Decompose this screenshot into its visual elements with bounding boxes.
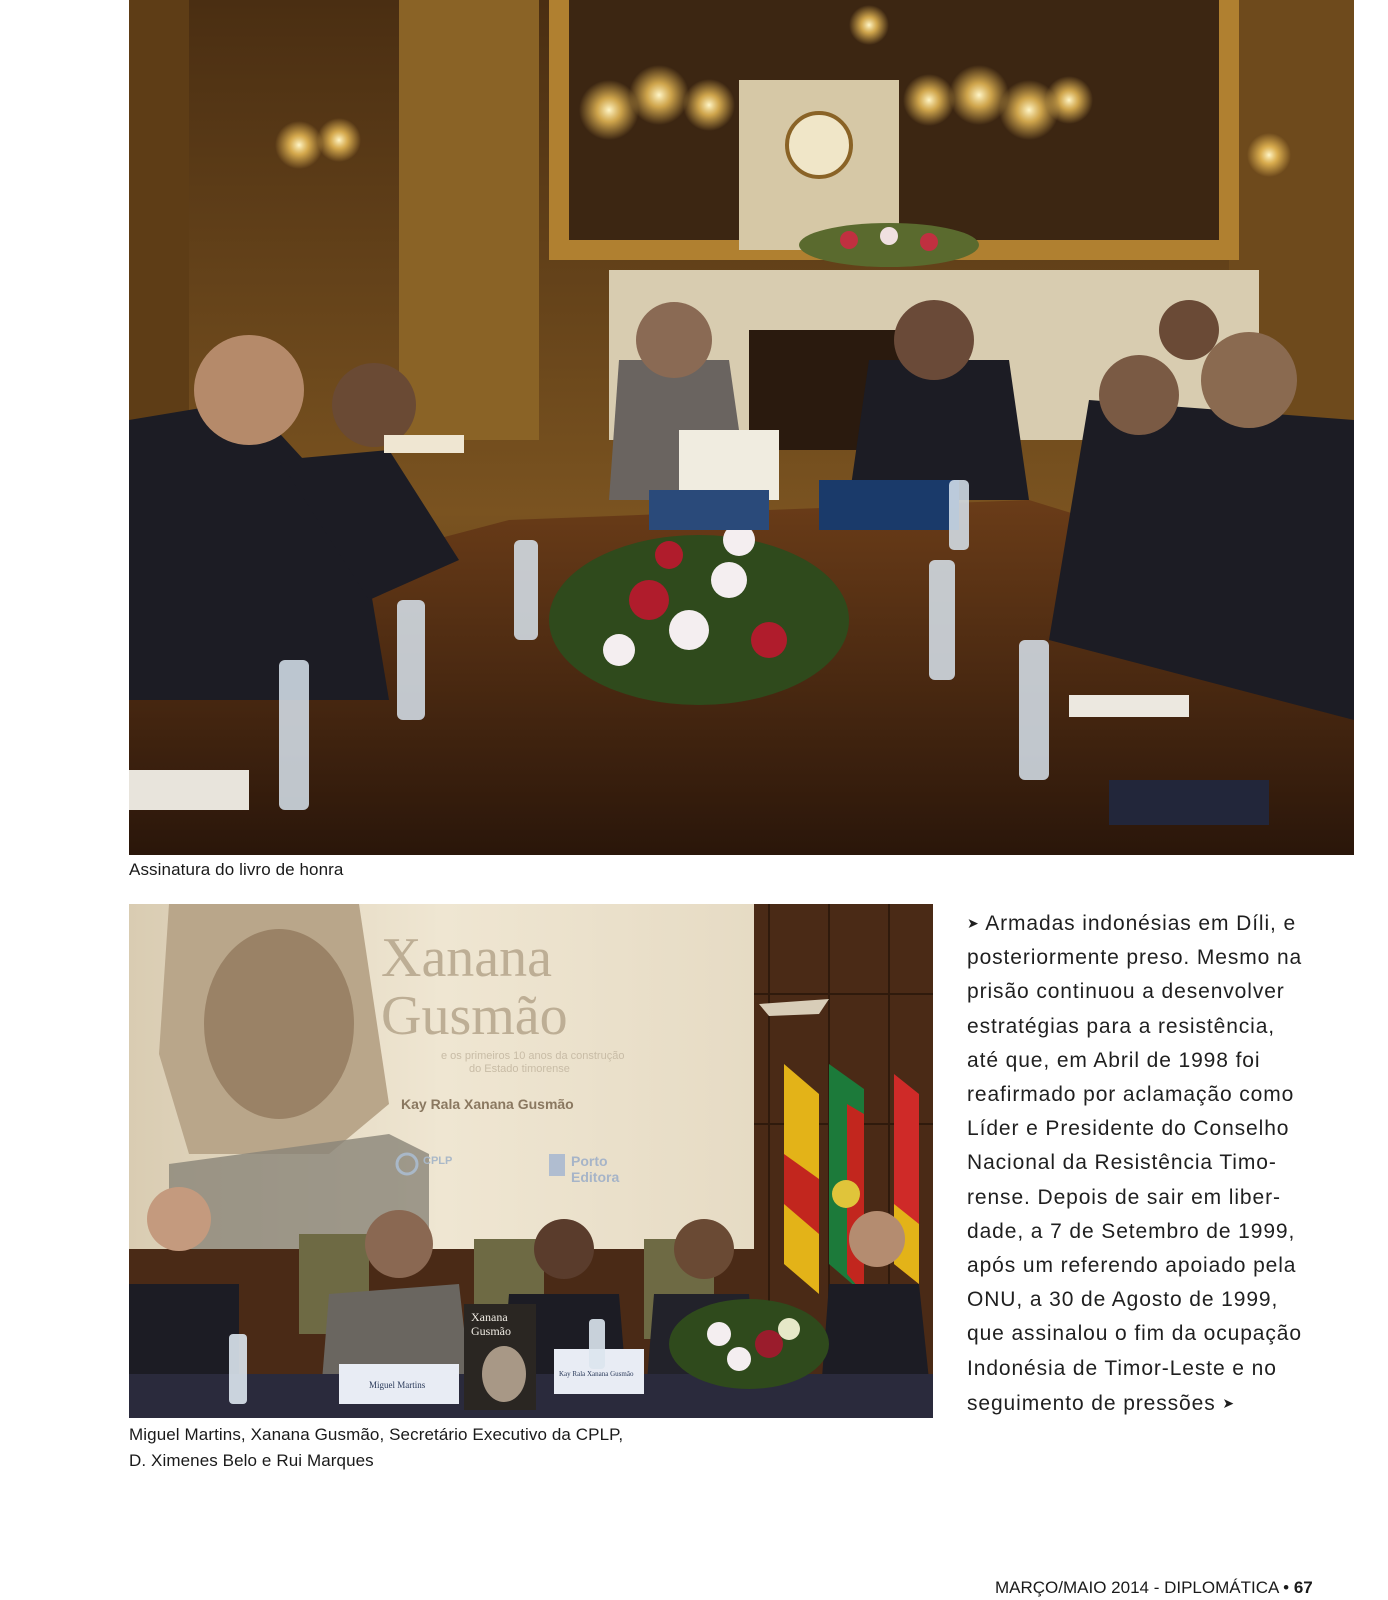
clock-icon — [787, 113, 851, 177]
page-number: 67 — [1293, 1578, 1313, 1597]
article-line: rense. Depois de sair em liber- — [967, 1185, 1281, 1209]
article-line: reafirmado por aclamação como — [967, 1083, 1295, 1107]
guest-book — [679, 430, 779, 500]
article-line: ➤ Armadas indonésias em Díli, e — [967, 912, 1297, 935]
page-footer — [995, 1578, 1313, 1598]
screen-logo-porto-line2: Editora — [571, 1169, 620, 1185]
article-line: Indonésia de Timor-Leste e no — [967, 1356, 1277, 1380]
table-flowers — [669, 1299, 829, 1389]
caption-bottom-line2: D. Ximenes Belo e Rui Marques — [129, 1451, 374, 1470]
screen-author: Kay Rala Xanana Gusmão — [401, 1096, 574, 1112]
nameplate-miguel-text: Miguel Martins — [369, 1380, 426, 1390]
article-line: Líder e Presidente do Conselho — [967, 1117, 1290, 1141]
screen-title-line2: Gusmão — [381, 985, 568, 1047]
screen-logo-cplp: CPLP — [423, 1155, 453, 1167]
continue-arrow-icon: ➤ — [967, 915, 980, 931]
nameplate-xanana-text: Kay Rala Xanana Gusmão — [559, 1370, 634, 1378]
caption-top: Assinatura do livro de honra — [129, 860, 344, 879]
porto-editora-logo-icon — [549, 1154, 565, 1176]
article-line: seguimento de pressões ➤ — [967, 1391, 1235, 1415]
book-cover — [464, 1304, 536, 1410]
caption-bottom-line1: Miguel Martins, Xanana Gusmão, Secretário Executivo da CPLP, — [129, 1425, 624, 1444]
article-line: prisão continuou a desenvolver — [967, 980, 1285, 1004]
nameplate-cplp — [819, 480, 959, 530]
photo-book-launch — [129, 904, 933, 1418]
article-line: que assinalou o fim da ocupação — [967, 1322, 1302, 1346]
book-title-line2: Gusmão — [471, 1324, 511, 1338]
continue-arrow-icon: ➤ — [1222, 1394, 1235, 1411]
footer-publication: MARÇO/MAIO 2014 - DIPLOMÁTICA — [995, 1578, 1279, 1597]
flags — [784, 1064, 919, 1294]
signing-room-illustration — [129, 0, 1354, 855]
screen-subtitle-line2: do Estado timorense — [469, 1063, 570, 1075]
screen-logo-porto-line1: Porto — [571, 1153, 608, 1169]
reserved-card — [384, 435, 464, 453]
article-line: após um referendo apoiado pela — [967, 1254, 1297, 1278]
nameplate-pm — [649, 490, 769, 530]
article-line: ONU, a 30 de Agosto de 1999, — [967, 1288, 1279, 1312]
article-column — [967, 906, 1362, 1421]
article-line: até que, em Abril de 1998 foi — [967, 1048, 1261, 1072]
article-line: posteriormente preso. Mesmo na — [967, 946, 1303, 970]
footer-bullet: • — [1283, 1578, 1290, 1597]
book-launch-illustration — [129, 904, 933, 1418]
screen-title-line1: Xanana — [381, 927, 553, 989]
article-line: estratégias para a resistência, — [967, 1014, 1276, 1038]
article-line: dade, a 7 de Setembro de 1999, — [967, 1219, 1296, 1243]
screen-subtitle-line1: e os primeiros 10 anos da construção — [441, 1050, 625, 1062]
book-title-line1: Xanana — [471, 1310, 508, 1324]
caption-bottom — [129, 1422, 849, 1474]
article-line: Nacional da Resistência Timo- — [967, 1151, 1277, 1175]
photo-book-signing — [129, 0, 1354, 855]
